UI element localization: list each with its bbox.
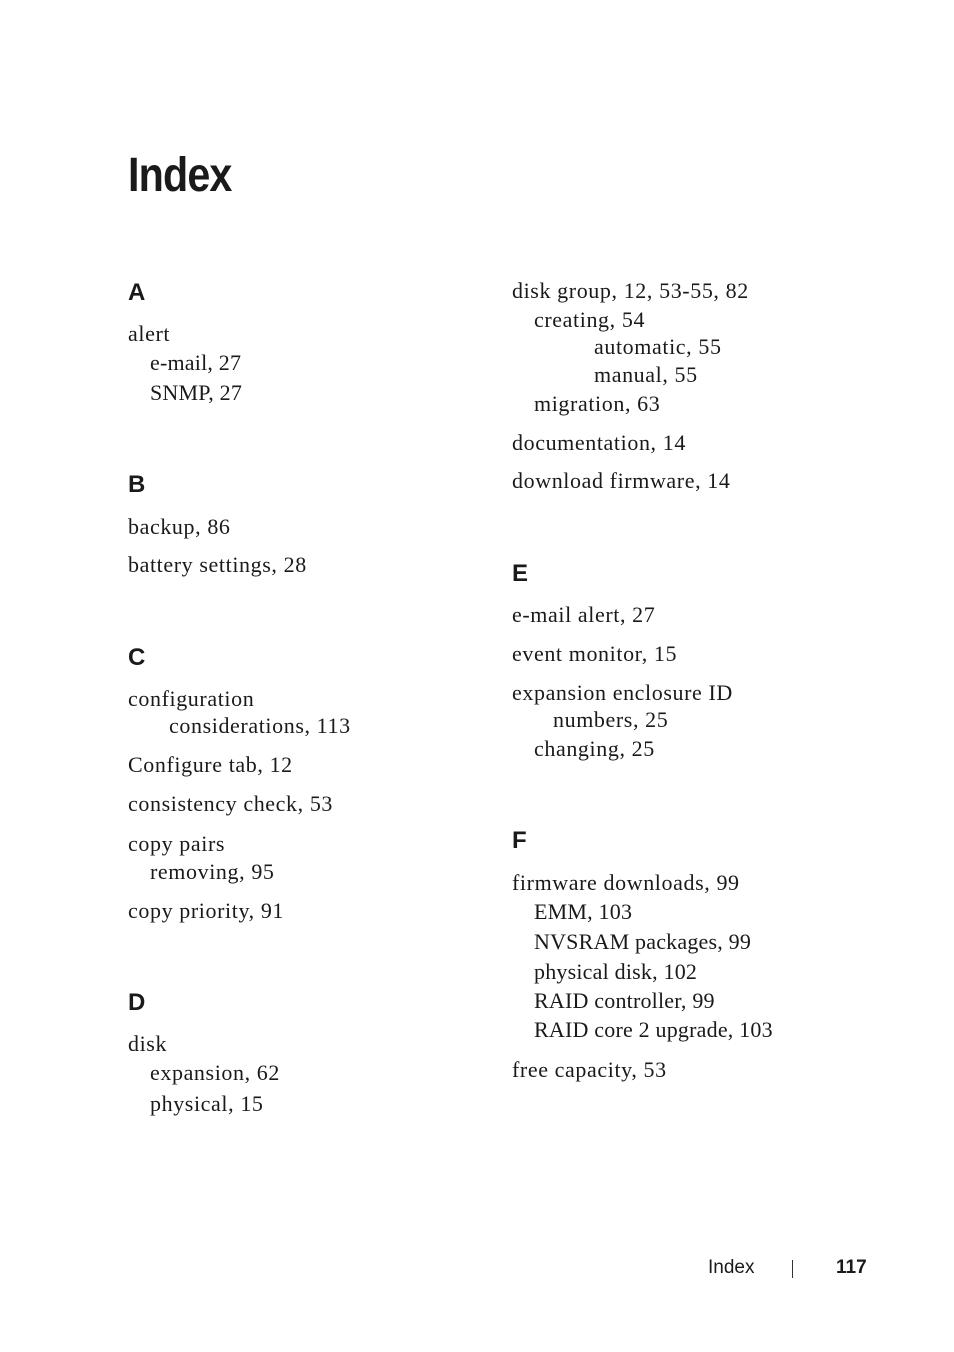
section-letter-c: C (128, 644, 146, 671)
index-entry: removing, 95 (150, 859, 275, 884)
index-entry: Configure tab, 12 (128, 752, 293, 777)
index-entry: documentation, 14 (512, 430, 686, 455)
index-entry: disk (128, 1031, 168, 1056)
index-subentry: SNMP, 27 (150, 380, 243, 405)
index-subentry: EMM, 103 (534, 899, 633, 924)
index-entry: free capacity, 53 (512, 1057, 667, 1082)
index-entry: firmware downloads, 99 (512, 870, 740, 895)
index-entry: download firmware, 14 (512, 468, 731, 493)
index-entry: event monitor, 15 (512, 641, 678, 666)
section-letter-f: F (512, 827, 527, 854)
section-letter-a: A (128, 279, 146, 306)
section-letter-b: B (128, 471, 146, 498)
index-entry: e-mail alert, 27 (512, 602, 656, 627)
index-entry-continuation: considerations, 113 (169, 713, 351, 738)
footer-section-label: Index (708, 1257, 755, 1278)
index-entry: creating, 54 (534, 307, 646, 332)
index-entry: alert (128, 321, 171, 346)
index-subentry: NVSRAM packages, 99 (534, 929, 752, 954)
index-subentry: RAID controller, 99 (534, 988, 715, 1013)
page-title: Index (128, 149, 232, 202)
index-entry: changing, 25 (534, 736, 655, 761)
index-entry: physical, 15 (150, 1091, 264, 1116)
index-subentry: physical disk, 102 (534, 959, 698, 984)
index-entry: manual, 55 (594, 362, 698, 387)
index-subentry: e-mail, 27 (150, 350, 242, 375)
index-entry-continuation: numbers, 25 (553, 707, 669, 732)
index-entry: copy pairs (128, 831, 226, 856)
index-entry: disk group, 12, 53-55, 82 (512, 278, 749, 303)
index-entry: expansion enclosure ID (512, 680, 733, 705)
index-entry: copy priority, 91 (128, 898, 285, 923)
index-entry: configuration (128, 686, 255, 711)
footer-divider (792, 1260, 793, 1278)
index-entry: migration, 63 (534, 391, 661, 416)
page-number: 117 (836, 1257, 867, 1278)
index-entry: battery settings, 28 (128, 552, 307, 577)
section-letter-d: D (128, 989, 146, 1016)
index-entry: expansion, 62 (150, 1060, 281, 1085)
index-entry: consistency check, 53 (128, 791, 334, 816)
index-entry: backup, 86 (128, 514, 231, 539)
index-subentry: RAID core 2 upgrade, 103 (534, 1017, 773, 1042)
section-letter-e: E (512, 560, 529, 587)
index-entry: automatic, 55 (594, 334, 722, 359)
